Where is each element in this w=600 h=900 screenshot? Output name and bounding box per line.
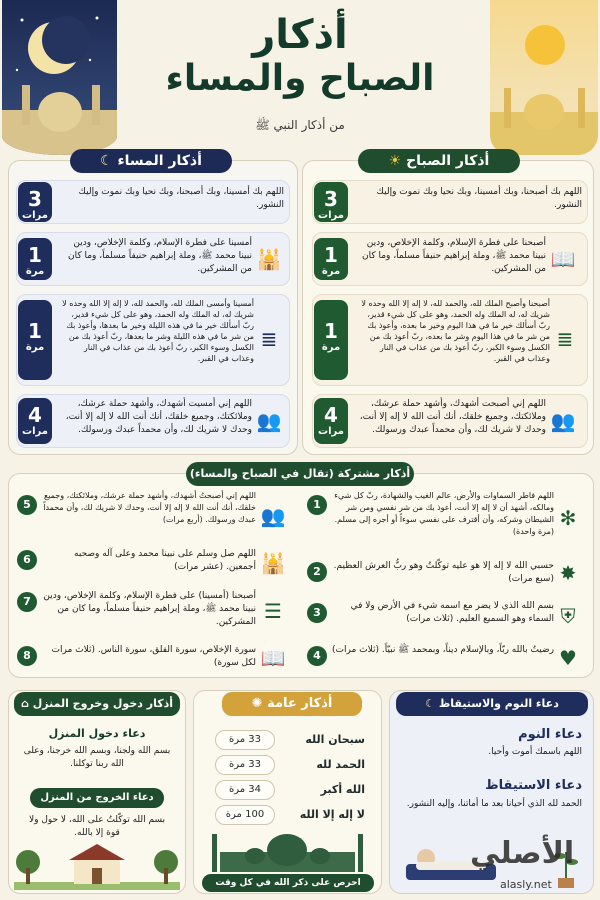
evening-badge-3: 1 مرة <box>18 300 52 380</box>
morning-badge-1: 3 مرات <box>314 182 348 222</box>
house-illustration <box>14 838 180 890</box>
page-subtitle: من أذكار النبي ﷺ <box>255 118 345 132</box>
ornament-icon: ✻ <box>559 506 577 530</box>
tasbih-word: لا إله إلا الله <box>299 808 365 821</box>
tasbih-row <box>215 755 365 775</box>
house-icon: ⌂ <box>20 697 33 710</box>
shared-text-2: حسبي الله لا إله إلا هو عليه توكّلتُ وهو ربُّ العرش العظيم. (سبع مرات) <box>333 561 554 584</box>
sun-icon: ☀ <box>388 153 407 169</box>
shared-text-8: سورة الإخلاص، سورة الفلق، سورة الناس. (ثلاث مرات لكل سورة) <box>51 645 256 668</box>
shared-text-7: أصبحنا (أمسينا) على فطرة الإسلام، وكلمة الإخلاص، ودين نبينا محمد ﷺ، وملة إبراهيم حنيفاً مسلماً، وما كان من المشركين. <box>43 591 256 627</box>
heart-icon: ♥ <box>559 646 577 670</box>
book-icon: 📖 <box>260 646 286 670</box>
tasbih-count: 34 مرة <box>215 780 275 800</box>
tasbih-word: سبحان الله <box>305 733 365 746</box>
layers-icon: ≣ <box>556 327 574 351</box>
page-title-line1: أذكار <box>252 12 348 58</box>
shared-number-6: 6 <box>17 550 37 570</box>
sleep-header: ☾ دعاء النوم والاستيقاظ <box>396 692 588 716</box>
star-icon: ✸ <box>559 561 577 585</box>
morning-text-2: أصبحنا على فطرة الإسلام، وكلمة الإخلاص، ودين نبينا محمد ﷺ، وملة إبراهيم حنيفاً مسلماً، وما كان من المشركين. <box>361 238 546 274</box>
shared-number-2: 2 <box>307 562 327 582</box>
sleep-text: اللهم باسمك أموت وأحيا. <box>488 747 582 757</box>
tasbih-row <box>215 730 365 750</box>
tasbih-count: 100 مرة <box>215 805 275 825</box>
page-title-line2: الصباح والمساء <box>165 58 435 99</box>
mosque-icon: 🕌 <box>256 247 282 271</box>
morning-badge-4: 4 مرات <box>314 398 348 444</box>
shared-number-3: 3 <box>307 603 327 623</box>
evening-text-3: أمسينا وأمسى الملك لله، والحمد لله، لا إله إلا الله وحده لا شريك له، له الملك وله الحمد، وهو على كل شيء قدير، ربّ أسألك خير ما في هذه الليلة وخير ما بعدها، وأعوذ بك من شر ما في هذه الليلة وشر ما بعدها، ربّ أعوذ بك من الكسل وسوء الكبر، ربّ أعوذ بك من عذاب في النار وعذاب في القبر. <box>62 299 254 363</box>
watermark-site: alasly.net <box>500 878 552 891</box>
moon-icon: ☾ <box>425 697 439 710</box>
morning-text-4: اللهم إني أصبحت أشهدك، وأشهد حملة عرشك، وملائكتك، وجميع خلقك، أنك أنت الله لا إله إلا أنت، وحدك لا شريك لك، وأن محمداً عبدك ورسولك. <box>359 399 546 435</box>
morning-badge-3: 1 مرة <box>314 300 348 380</box>
general-footer: احرص على ذكر الله في كل وقت <box>202 874 374 892</box>
evening-text-1: اللهم بك أمسينا، وبك أصبحنا، وبك نحيا وبك نموت وإليك النشور. <box>78 187 284 210</box>
tasbih-count: 33 مرة <box>215 755 275 775</box>
shared-header: أذكار مشتركة (تقال في الصباح والمساء) <box>186 462 414 486</box>
quran-icon: 📖 <box>550 247 576 271</box>
ornament-icon: ✺ <box>251 696 268 711</box>
enter-text: بسم الله ولجنا، وبسم الله خرجنا، وعلى الله ربنا توكلنا. <box>23 746 171 769</box>
evening-badge-2: 1 مرة <box>18 238 52 280</box>
tasbih-word: الحمد لله <box>316 758 365 771</box>
people-icon: 👥 <box>260 504 286 528</box>
shared-text-4: رضيتُ بالله ربّاً، وبالإسلام ديناً، وبمحمد ﷺ نبيّاً. (ثلاث مرات) <box>332 645 554 655</box>
evening-text-2: أمسينا على فطرة الإسلام، وكلمة الإخلاص، ودين نبينا محمد ﷺ، وملة إبراهيم حنيفاً مسلماً، وما كان من المشركين. <box>67 238 252 274</box>
shared-number-4: 4 <box>307 646 327 666</box>
shared-number-5: 5 <box>17 495 37 515</box>
tasbih-count: 33 مرة <box>215 730 275 750</box>
people-icon: 👥 <box>256 409 282 433</box>
evening-badge-4: 4 مرات <box>18 398 52 444</box>
evening-header: ☾ أذكار المساء <box>70 149 232 173</box>
evening-badge-1: 3 مرات <box>18 182 52 222</box>
shared-text-6: اللهم صل وسلم على نبينا محمد وعلى آله وصحبه أجمعين. (عشر مرات) <box>74 549 256 572</box>
tasbih-row <box>215 805 365 825</box>
wake-title: دعاء الاستيقاظ <box>485 778 582 793</box>
people-icon: 👥 <box>550 409 576 433</box>
moon-icon: ☾ <box>100 153 118 169</box>
sleep-title: دعاء النوم <box>518 727 582 742</box>
morning-badge-2: 1 مرة <box>314 238 348 280</box>
shared-text-3: بسم الله الذي لا يضر مع اسمه شيء في الأرض ولا في السماء وهو السميع العليم. (ثلاث مرات) <box>350 601 554 624</box>
enter-title: دعاء دخول المنزل <box>48 727 146 740</box>
tasbih-word: الله أكبر <box>320 783 365 796</box>
shared-number-8: 8 <box>17 646 37 666</box>
shared-text-5: اللهم إني أصبحتُ أشهدك، وأشهد حملة عرشك، وملائكتك، وجميع خلقك، أنك أنت الله لا إله إلا أنت، وحدك لا شريك لك، وأن محمداً عبدك ورسولك. (أربع مرات) <box>43 491 256 524</box>
exit-text: بسم الله توكّلتُ على الله، لا حول ولا قوة إلا بالله. <box>28 815 166 838</box>
evening-text-4: اللهم إني أمسيت أشهدك، وأشهد حملة عرشك، وملائكتك، وجميع خلقك، أنك أنت الله لا إله إلا أنت، وحدك لا شريك لك، وأن محمداً عبدك ورسولك. <box>65 399 252 435</box>
watermark-logo: الأصلي <box>470 836 575 871</box>
general-header: ✺ أذكار عامة <box>222 692 362 716</box>
wake-text: الحمد لله الذي أحيانا بعد ما أماتنا، وإليه النشور. <box>406 799 582 809</box>
exit-header: دعاء الخروج من المنزل <box>30 788 164 808</box>
mosque-illustration <box>200 826 375 872</box>
mosque-icon: 🕌 <box>260 551 286 575</box>
morning-text-1: اللهم بك أصبحنا، وبك أمسينا، وبك نحيا وبك نموت وإليك النشور. <box>376 187 582 210</box>
document-icon: ☰ <box>264 599 282 623</box>
morning-header: ☀ أذكار الصباح <box>358 149 520 173</box>
layers-icon: ≣ <box>260 327 278 351</box>
shared-number-7: 7 <box>17 592 37 612</box>
shield-icon: ⛨ <box>560 604 576 628</box>
morning-text-3: أصبحنا وأصبح الملك لله، والحمد لله، لا إله إلا الله وحده لا شريك له، له الملك وله الحمد، وهو على كل شيء قدير، ربّ أسألك خير ما في هذا اليوم وخير ما بعده، وأعوذ بك من شر ما في هذا اليوم وشر ما بعده، ربّ أعوذ بك من الكسل وسوء الكبر، ربّ أعوذ بك من عذاب في النار وعذاب في القبر. <box>361 299 550 363</box>
shared-number-1: 1 <box>307 495 327 515</box>
shared-text-1: اللهم فاطر السماوات والأرض، عالم الغيب والشهادة، ربّ كل شيء ومالكه، أشهد أن لا إله إلا أنت، أعوذ بك من شر نفسي ومن شر الشيطان وشركه، وأن أقترف على نفسي سوءاً أو أجره إلى مسلم. (مرة واحدة) <box>334 491 554 536</box>
tasbih-row <box>215 780 365 800</box>
home-header: ⌂ أذكار دخول وخروج المنزل <box>14 692 180 716</box>
